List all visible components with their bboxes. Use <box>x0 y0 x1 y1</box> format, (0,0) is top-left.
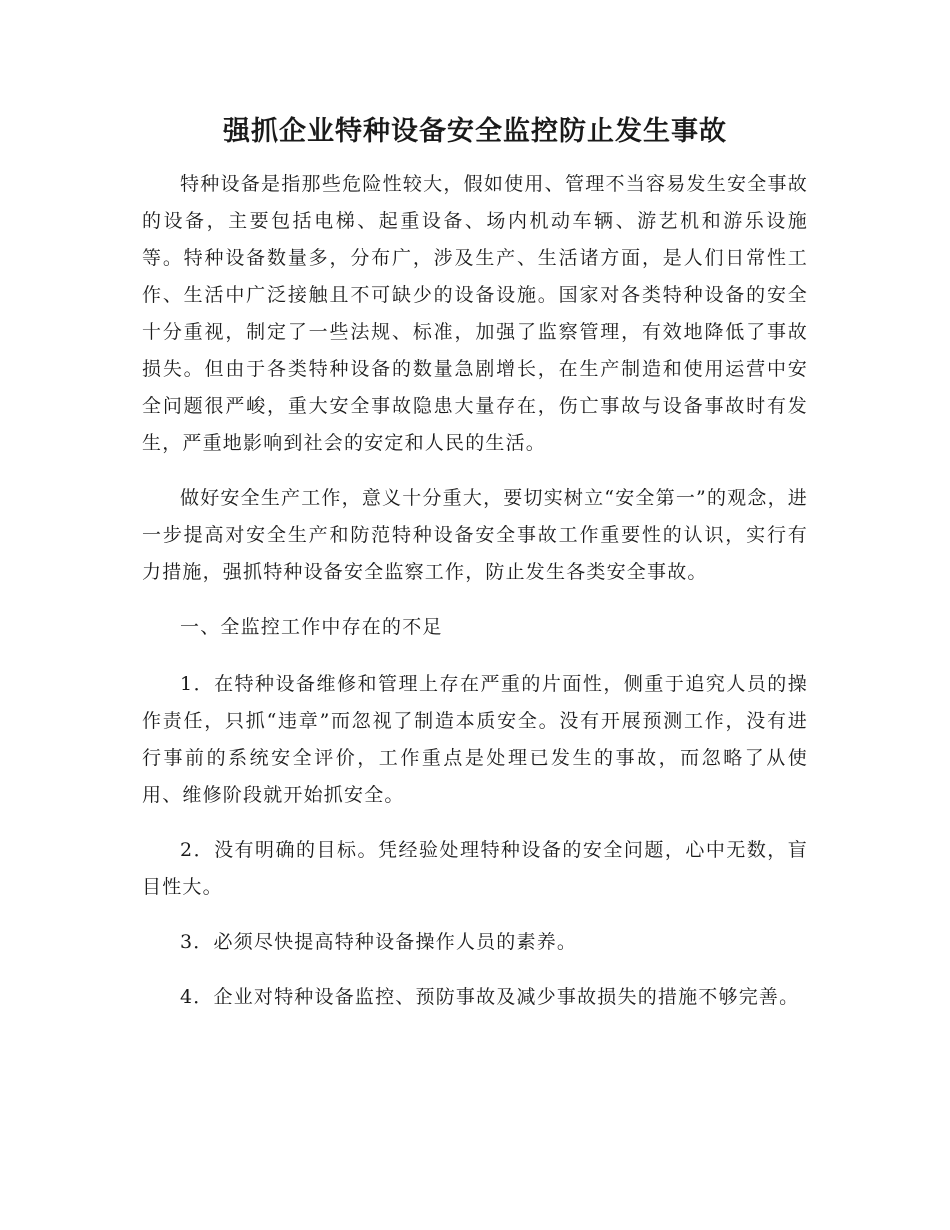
intro-paragraph: 特种设备是指那些危险性较大，假如使用、管理不当容易发生安全事故的设备，主要包括电梯、起重设备、场内机动车辆、游艺机和游乐设施等。特种设备数量多，分布广，涉及生产、生活诸方面，是人们日常性工作、生活中广泛接触且不可缺少的设备设施。国家对各类特种设备的安全十分重视，制定了一些法规、标准，加强了监察管理，有效地降低了事故损失。但由于各类特种设备的数量急剧增长，在生产制造和使用运营中安全问题很严峻，重大安全事故隐患大量存在，伤亡事故与设备事故时有发生，严重地影响到社会的安定和人民的生活。 <box>142 173 808 454</box>
importance-paragraph: 做好安全生产工作，意义十分重大，要切实树立“安全第一”的观念，进一步提高对安全生产和防范特种设备安全事故工作重要性的认识，实行有力措施，强抓特种设备安全监察工作，防止发生各类安全事故。 <box>142 487 808 583</box>
document-title: 强抓企业特种设备安全监控防止发生事故 <box>223 116 727 147</box>
list-item-4: 4．企业对特种设备监控、预防事故及减少事故损失的措施不够完善。 <box>180 986 800 1008</box>
document-page <box>142 112 808 1034</box>
section-heading: 一、全监控工作中存在的不足 <box>180 616 443 638</box>
list-item-3: 3．必须尽快提高特种设备操作人员的素养。 <box>180 931 578 953</box>
list-item-1: 1．在特种设备维修和管理上存在严重的片面性，侧重于追究人员的操作责任，只抓“违章”而忽视了制造本质安全。没有开展预测工作，没有进行事前的系统安全评价，工作重点是处理已发生的事故，而忽略了从使用、维修阶段就开始抓安全。 <box>142 673 808 806</box>
list-item-2: 2．没有明确的目标。凭经验处理特种设备的安全问题，心中无数，盲目性大。 <box>142 839 808 898</box>
